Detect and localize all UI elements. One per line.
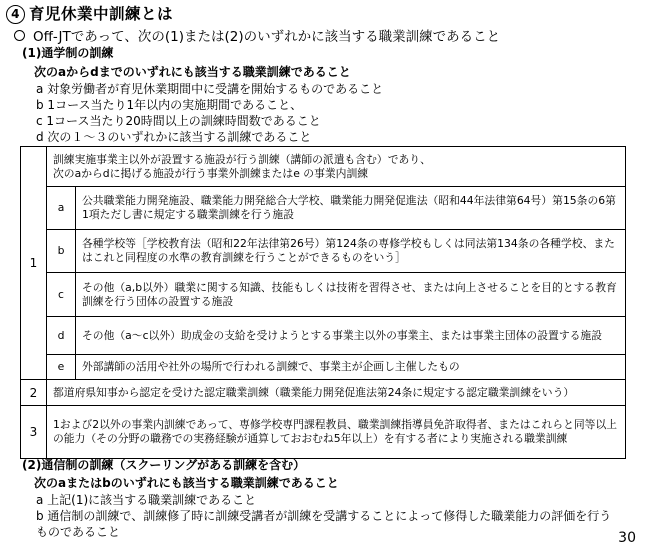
intro-line <box>14 25 500 45</box>
section1-heading: (1)通学制の訓練 <box>22 46 114 60</box>
sub-letter-a: a <box>47 187 76 230</box>
row1-header-line2: 次のaからdに掲げる施設が行う事業外訓練またはe の事業内訓練 <box>53 166 369 180</box>
row3-number: 3 <box>21 406 47 459</box>
sub-text-d: その他（a～c以外）助成金の支給を受けようとする事業主以外の事業主、または事業主団体の設置する施設 <box>76 317 626 355</box>
table-row <box>21 406 626 459</box>
sub-text-c: その他（a,b以外）職業に関する知識、技能もしくは技術を習得させ、または向上させることを目的とする教育訓練を行う団体の設置する施設 <box>76 273 626 317</box>
section2-item-a: a 上記(1)に該当する職業訓練であること <box>36 493 257 507</box>
training-requirements-table <box>20 146 626 459</box>
intro-text: Off-JTであって、次の(1)または(2)のいずれかに該当する職業訓練であること <box>33 29 501 45</box>
row1-header <box>47 147 626 187</box>
row3-text: 1および2以外の事業内訓練であって、専修学校専門課程教員、職業訓練指導員免許取得者、またはこれらと同等以上の能力（その分野の職務での実務経験が通算しておおむね5年以上）を有する者により実施される職業訓練 <box>47 406 626 459</box>
circle-bullet-icon <box>14 30 25 41</box>
row1-number: 1 <box>21 147 47 380</box>
sub-text-e: 外部講師の活用や社外の場所で行われる訓練で、事業主が企画し主催したもの <box>76 355 626 380</box>
section1-item-b: b 1コース当たり1年以内の実施期間であること、 <box>36 98 303 112</box>
sub-letter-b: b <box>47 230 76 273</box>
section1-item-d: d 次の１～３のいずれかに該当する訓練であること <box>36 130 312 144</box>
row1-header-line1: 訓練実施事業主以外が設置する施設が行う訓練（講師の派遣も含む）であり、 <box>53 152 431 166</box>
section2-heading: (2)通信制の訓練（スクーリングがある訓練を含む） <box>22 458 306 472</box>
title-text: 育児休業中訓練とは <box>29 5 174 23</box>
table-row <box>21 355 626 380</box>
table-row <box>21 187 626 230</box>
section1-item-a: a 対象労働者が育児休業期間中に受講を開始するものであること <box>36 82 384 96</box>
row2-text: 都道府県知事から認定を受けた認定職業訓練（職業能力開発促進法第24条に規定する認定職業訓練をいう） <box>47 380 626 406</box>
row2-number: 2 <box>21 380 47 406</box>
table-row <box>21 273 626 317</box>
title-number-badge: 4 <box>6 5 25 24</box>
section1-lead: 次のaからdまでのいずれにも該当する職業訓練であること <box>34 65 351 79</box>
table-row <box>21 147 626 187</box>
section2-lead: 次のaまたはbのいずれにも該当する職業訓練であること <box>34 476 339 490</box>
table-row <box>21 317 626 355</box>
sub-letter-d: d <box>47 317 76 355</box>
section1-item-c: c 1コース当たり20時間以上の訓練時間数であること <box>36 114 321 128</box>
section2-item-b: b 通信制の訓練で、訓練修了時に訓練受講者が訓練を受講することによって修得した職業能力の評価を行うものであること <box>36 509 612 539</box>
table-row <box>21 230 626 273</box>
table-row <box>21 380 626 406</box>
sub-letter-e: e <box>47 355 76 380</box>
sub-text-b: 各種学校等［学校教育法（昭和22年法律第26号）第124条の専修学校もしくは同法第134条の各種学校、またはこれと同程度の水準の教育訓練を行うことができるものをいう］ <box>76 230 626 273</box>
sub-letter-c: c <box>47 273 76 317</box>
page-title <box>6 2 173 24</box>
page-number: 30 <box>618 530 636 546</box>
sub-text-a: 公共職業能力開発施設、職業能力開発総合大学校、職業能力開発促進法（昭和44年法律第64号）第15条の6第1項ただし書に規定する職業訓練を行う施設 <box>76 187 626 230</box>
